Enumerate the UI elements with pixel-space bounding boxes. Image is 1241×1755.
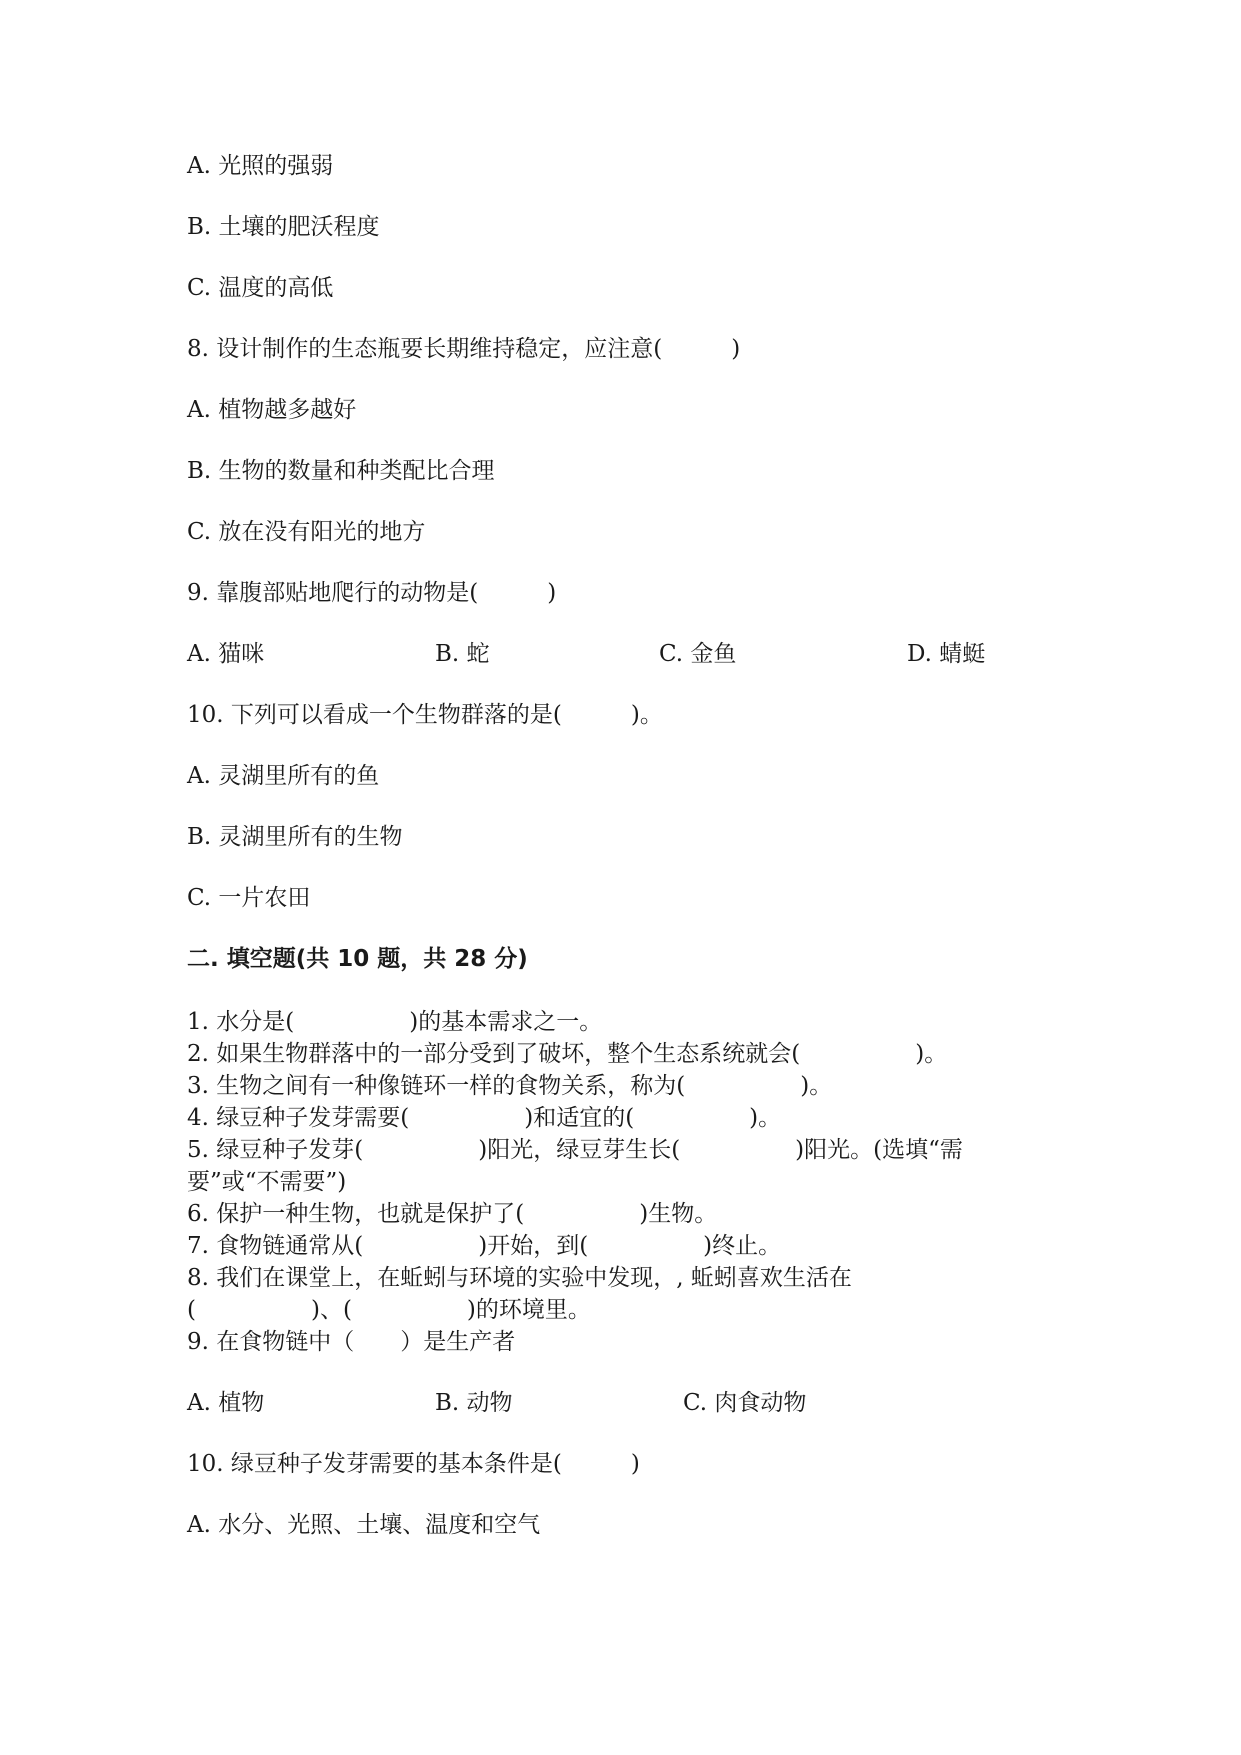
q10-stem: 10. 下列可以看成一个生物群落的是( )。 (187, 702, 663, 728)
fill-q10-stem: 10. 绿豆种子发芽需要的基本条件是( ) (187, 1451, 640, 1477)
fill-q4: 4. 绿豆种子发芽需要( )和适宜的( )。 (187, 1105, 782, 1131)
fill-q5: 5. 绿豆种子发芽( )阳光，绿豆芽生长( )阳光。(选填“需 (187, 1137, 963, 1163)
fill-q6: 6. 保护一种生物，也就是保护了( )生物。 (187, 1201, 718, 1227)
q9-options (187, 639, 1087, 669)
q8-option-c: C. 放在没有阳光的地方 (187, 519, 426, 545)
fill-q3: 3. 生物之间有一种像链环一样的食物关系，称为( )。 (187, 1073, 833, 1099)
q7-option-a: A. 光照的强弱 (187, 153, 334, 179)
q9-option-b: B. 蛇 (435, 641, 490, 667)
q9-option-c: C. 金鱼 (659, 641, 737, 667)
fill-q8: 8. 我们在课堂上，在蚯蚓与环境的实验中发现，, 蚯蚓喜欢生活在 (187, 1265, 852, 1291)
fill-q8-continued: ( )、( )的环境里。 (187, 1297, 591, 1323)
section-heading-fill-in: 二. 填空题(共 10 题，共 28 分) (187, 946, 528, 972)
q8-stem: 8. 设计制作的生态瓶要长期维持稳定，应注意( ) (187, 336, 741, 362)
q8-option-b: B. 生物的数量和种类配比合理 (187, 458, 495, 484)
q9-option-d: D. 蜻蜓 (907, 641, 986, 667)
q10-option-b: B. 灵湖里所有的生物 (187, 824, 403, 850)
fill-q9-option-b: B. 动物 (435, 1390, 513, 1416)
q10-option-c: C. 一片农田 (187, 885, 311, 911)
fill-q7: 7. 食物链通常从( )开始，到( )终止。 (187, 1233, 782, 1259)
fill-q1: 1. 水分是( )的基本需求之一。 (187, 1009, 603, 1035)
q8-option-a: A. 植物越多越好 (187, 397, 357, 423)
fill-q9-options (187, 1388, 1087, 1418)
fill-q2: 2. 如果生物群落中的一部分受到了破坏，整个生态系统就会( )。 (187, 1041, 948, 1067)
fill-q5-continued: 要”或“不需要”) (187, 1169, 347, 1195)
fill-q9: 9. 在食物链中（ ）是生产者 (187, 1329, 516, 1355)
q7-option-b: B. 土壤的肥沃程度 (187, 214, 380, 240)
q9-option-a: A. 猫咪 (187, 641, 265, 667)
fill-q10-option-a: A. 水分、光照、土壤、温度和空气 (187, 1512, 541, 1538)
fill-q9-option-a: A. 植物 (187, 1390, 265, 1416)
q10-option-a: A. 灵湖里所有的鱼 (187, 763, 380, 789)
fill-q9-option-c: C. 肉食动物 (683, 1390, 807, 1416)
q7-option-c: C. 温度的高低 (187, 275, 334, 301)
q9-stem: 9. 靠腹部贴地爬行的动物是( ) (187, 580, 557, 606)
